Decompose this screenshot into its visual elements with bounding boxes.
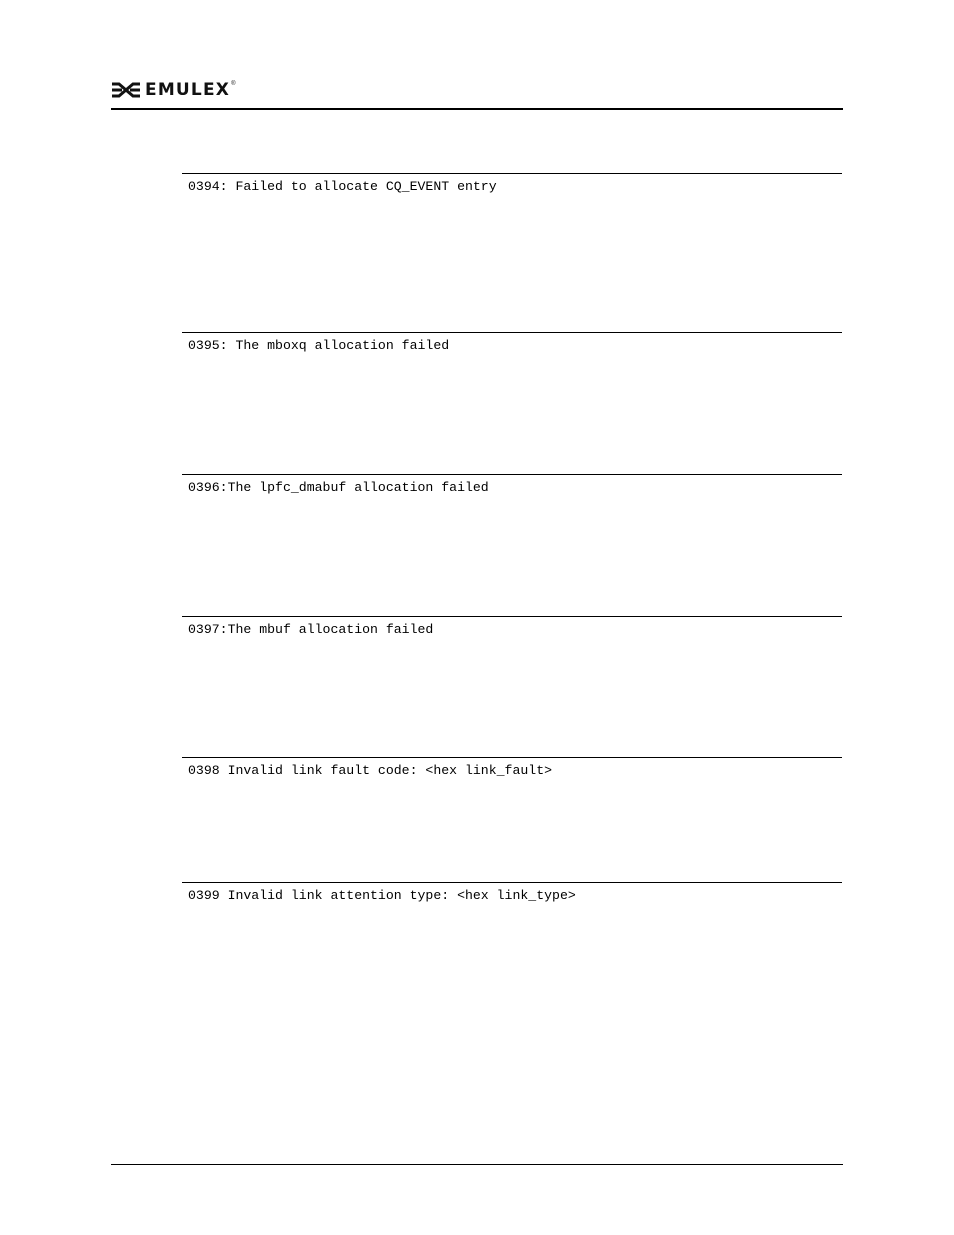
message-text: 0398 Invalid link fault code: <hex link_fault> [188, 763, 553, 778]
message-text: 0395: The mboxq allocation failed [188, 338, 450, 353]
message-text: 0396:The lpfc_dmabuf allocation failed [188, 480, 489, 495]
header-divider [111, 108, 843, 110]
message-entry [182, 757, 842, 779]
logo-trademark: ® [231, 81, 236, 87]
message-entry [182, 882, 842, 904]
message-entry [182, 474, 842, 496]
message-text: 0397:The mbuf allocation failed [188, 622, 434, 637]
message-entry [182, 332, 842, 354]
logo-wordmark: EMULEX [145, 80, 231, 100]
emulex-logo [111, 80, 236, 100]
message-text: 0394: Failed to allocate CQ_EVENT entry [188, 179, 497, 194]
footer-divider [111, 1164, 843, 1165]
message-entry [182, 616, 842, 638]
message-text: 0399 Invalid link attention type: <hex link_type> [188, 888, 576, 903]
message-entry [182, 173, 842, 195]
emulex-mark-icon [111, 81, 141, 99]
